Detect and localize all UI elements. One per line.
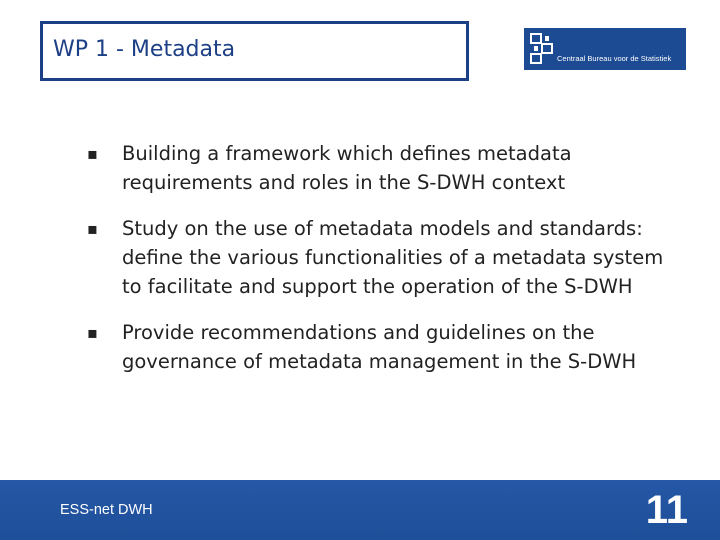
bullet-text: Building a framework which defines metadata requirements and roles in the S-DWH context bbox=[122, 142, 572, 194]
square-bullet-icon: ▪ bbox=[87, 144, 98, 163]
cbs-logo-icon bbox=[530, 33, 554, 65]
footer-label: ESS-net DWH bbox=[60, 502, 153, 518]
bullet-text: Provide recommendations and guidelines on the governance of metadata management in the S-DWH bbox=[122, 321, 637, 373]
bullet-list bbox=[87, 139, 687, 393]
slide-title-box bbox=[40, 21, 469, 81]
page-number: 11 bbox=[645, 488, 688, 532]
logo-text: Centraal Bureau voor de Statistiek bbox=[557, 54, 672, 63]
slide-title: WP 1 - Metadata bbox=[53, 37, 236, 62]
list-item bbox=[87, 318, 687, 376]
square-bullet-icon: ▪ bbox=[87, 323, 98, 342]
footer-bar bbox=[0, 480, 720, 540]
bullet-text: Study on the use of metadata models and standards: define the various functionalities of a metadata system to facilitate and support the operation of the S-DWH bbox=[122, 217, 664, 298]
list-item bbox=[87, 139, 687, 197]
square-bullet-icon: ▪ bbox=[87, 219, 98, 238]
list-item bbox=[87, 214, 687, 301]
cbs-logo bbox=[524, 28, 686, 70]
